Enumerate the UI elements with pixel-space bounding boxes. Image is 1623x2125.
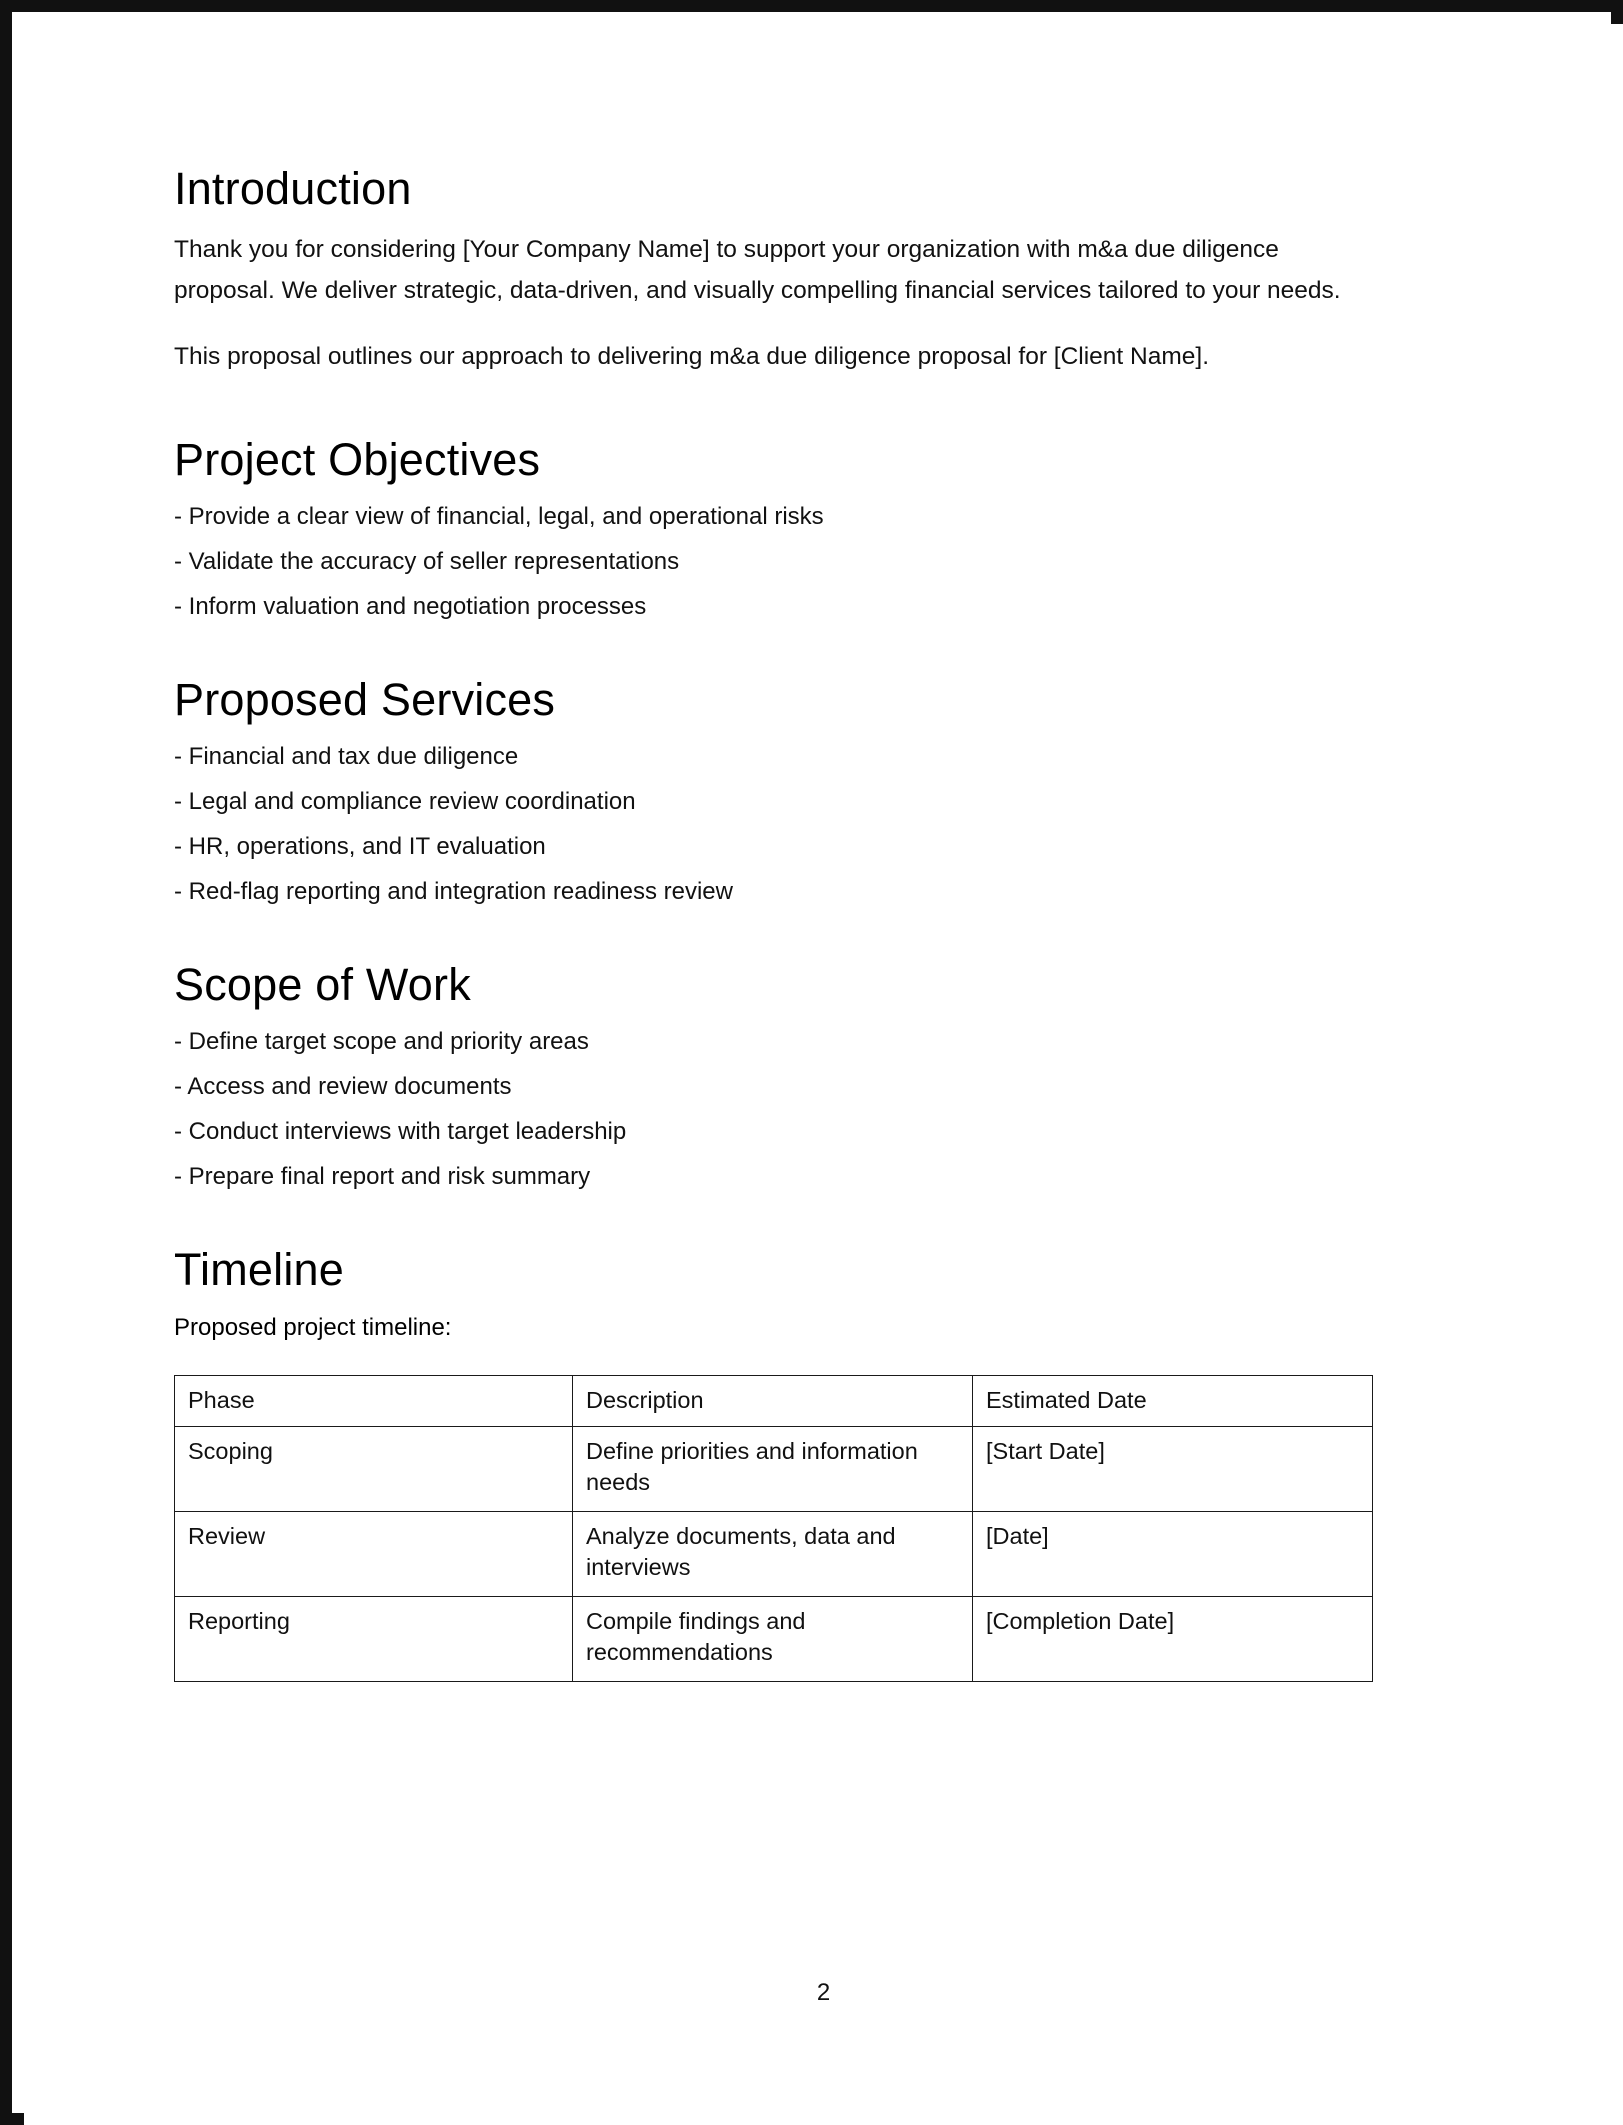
list-item: - Financial and tax due diligence: [174, 743, 519, 771]
table-row: [175, 1426, 1373, 1511]
list-item: - HR, operations, and IT evaluation: [174, 833, 546, 861]
section-project-objectives: [174, 435, 1474, 623]
timeline-intro-text: Proposed project timeline:: [174, 1314, 452, 1342]
table-header-description: Description: [573, 1376, 973, 1427]
section-timeline: [174, 1245, 1474, 1682]
section-introduction: [174, 164, 1474, 377]
section-heading-timeline: Timeline: [174, 1244, 344, 1296]
table-header-estimated-date: Estimated Date: [973, 1376, 1373, 1427]
page-number: 2: [816, 1979, 831, 2006]
list-item: - Define target scope and priority areas: [174, 1028, 589, 1056]
section-proposed-services: [174, 675, 1474, 908]
table-row: [175, 1511, 1373, 1596]
list-item: - Inform valuation and negotiation processes: [174, 593, 647, 621]
section-heading-scope-of-work: Scope of Work: [174, 959, 471, 1011]
timeline-table: [174, 1375, 1373, 1682]
scope-of-work-list: [174, 1026, 1474, 1193]
document-content: [174, 164, 1474, 1734]
project-objectives-list: [174, 501, 1474, 623]
section-heading-proposed-services: Proposed Services: [174, 674, 556, 726]
section-scope-of-work: [174, 960, 1474, 1193]
table-cell-phase: Reporting: [175, 1596, 573, 1681]
table-cell-description: Define priorities and information needs: [573, 1426, 973, 1511]
intro-paragraph-2: This proposal outlines our approach to delivering m&a due diligence proposal for [Client Name].: [174, 342, 1210, 370]
proposed-services-list: [174, 741, 1474, 908]
table-cell-date: [Date]: [973, 1511, 1373, 1596]
page-title: Introduction: [174, 163, 412, 214]
table-row: [175, 1596, 1373, 1681]
list-item: - Legal and compliance review coordination: [174, 788, 636, 816]
intro-paragraph-1: Thank you for considering [Your Company Name] to support your organization with m&a due diligence proposal. We deliver strategic, data-driven, and visually compelling financial services tailored to your needs.: [174, 236, 1341, 304]
list-item: - Access and review documents: [174, 1073, 512, 1101]
section-heading-project-objectives: Project Objectives: [174, 433, 541, 485]
document-page: [24, 24, 1623, 2125]
table-cell-description: Compile findings and recommendations: [573, 1596, 973, 1681]
list-item: - Conduct interviews with target leadership: [174, 1118, 627, 1146]
list-item: - Red-flag reporting and integration readiness review: [174, 878, 733, 906]
table-cell-phase: Scoping: [175, 1426, 573, 1511]
table-cell-phase: Review: [175, 1511, 573, 1596]
list-item: - Provide a clear view of financial, legal, and operational risks: [174, 503, 824, 531]
list-item: - Validate the accuracy of seller representations: [174, 548, 680, 576]
table-header-phase: Phase: [175, 1376, 573, 1427]
table-cell-description: Analyze documents, data and interviews: [573, 1511, 973, 1596]
table-cell-date: [Start Date]: [973, 1426, 1373, 1511]
table-header-row: [175, 1376, 1373, 1427]
table-cell-date: [Completion Date]: [973, 1596, 1373, 1681]
list-item: - Prepare final report and risk summary: [174, 1163, 591, 1191]
